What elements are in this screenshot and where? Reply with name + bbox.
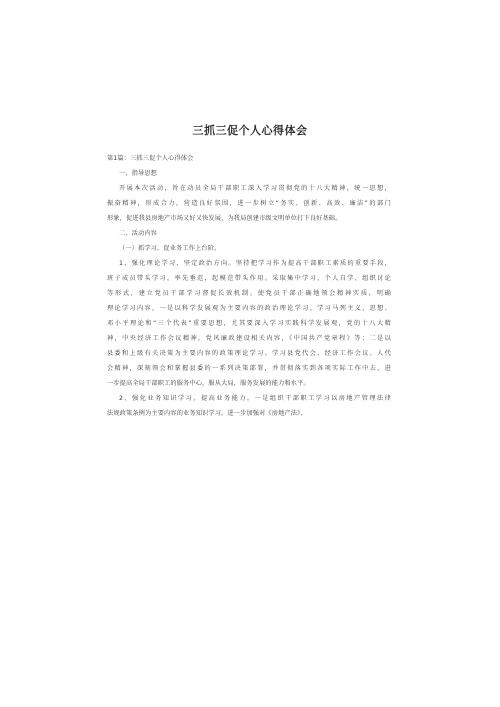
body-text-line: 县委和上级有关决策为主要内容的政策理论学习。学习县党代会、经济工作会议、人代 bbox=[107, 350, 391, 357]
body-text-line: 理论学习内容，一是以科学发展观为主要内容的政治理论学习。学习马列主义、思想、 bbox=[107, 305, 391, 312]
body-text-line: 等形式，建立党员干部学习督促长效机制。使党员干部正确地领会精神实质，明确 bbox=[107, 290, 391, 297]
body-text-line: 2、强化业务知识学习，提高业务能力。一是组织干部职工学习以房地产管理法律 bbox=[119, 395, 391, 402]
body-text-line: 法规政策条例为主要内容的业务知识学习。进一步加强对《房地产法》、 bbox=[107, 410, 307, 417]
page-title: 三抓三促个人心得体会 bbox=[192, 124, 308, 137]
body-text-line: 振奋精神，形成合力，营造良好氛围，进一步树立“务实、创新、高效、廉洁”的部门 bbox=[107, 200, 391, 207]
body-text-line: 形象，促进我县房地产市场又好又快发展，为我局创建市级文明单位打下良好基础。 bbox=[107, 215, 342, 222]
body-text-line: 第1篇：三抓三促个人心得体会 bbox=[107, 155, 194, 162]
body-text-line: 二、活动内容 bbox=[119, 230, 158, 237]
body-text-line: 开展本次活动，旨在动员全局干部职工深入学习贯彻党的十八大精神，统一思想， bbox=[119, 185, 391, 192]
body-text-line: 会精神，深刻领会和掌握县委的一系列决策部署，并贯彻落实到各项实际工作中去，进 bbox=[107, 365, 391, 372]
body-text-line: 一、指导思想 bbox=[119, 170, 158, 177]
body-text-line: 神，中央经济工作会议精神，党风廉政建设相关内容，《中国共产党章程》等；二是以 bbox=[107, 335, 391, 342]
body-text-line: 1、强化理论学习，坚定政治方向。坚持把学习作为提高干部职工素质的重要手段， bbox=[119, 260, 391, 267]
body-text-line: 邓小平理论和“三个代表”重要思想，尤其要深入学习实践科学发展观，党的十八大精 bbox=[107, 320, 391, 327]
document-body bbox=[107, 151, 391, 421]
body-text-line: （一）抓学习，促业务工作上台阶。 bbox=[119, 245, 221, 252]
body-text-line: 班子成员带头学习，率先垂范，起模范带头作用。采取集中学习、个人自学、组织讨论 bbox=[107, 275, 391, 282]
body-text-line: 一步提高全局干部职工的服务中心，服从大局，服务发展的能力和水平。 bbox=[107, 380, 310, 387]
